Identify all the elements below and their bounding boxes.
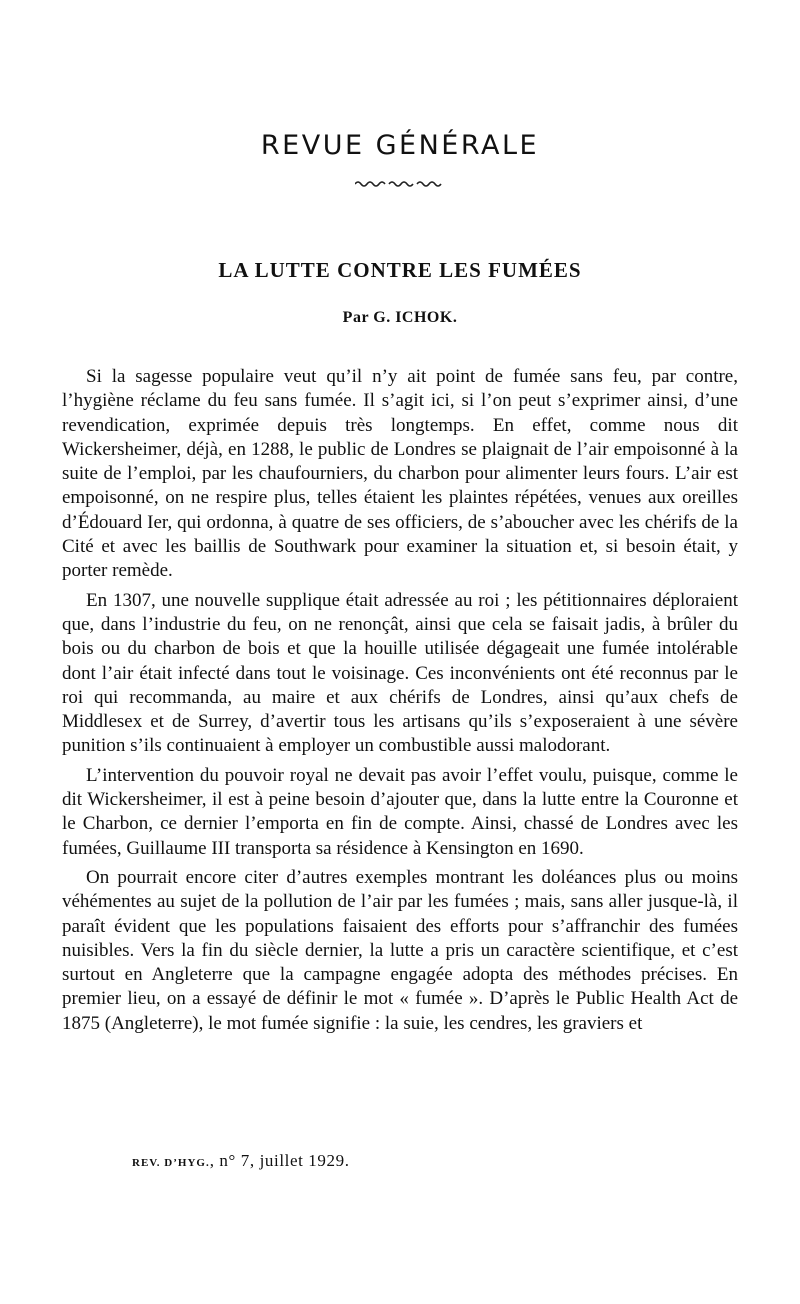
- section-title: REVUE GÉNÉRALE: [260, 130, 540, 161]
- paragraph: L’intervention du pouvoir royal ne devait pas avoir l’effet voulu, puisque, comme le dit Wickersheimer, il est à peine besoin d’ajouter que, dans la lutte entre la Couronne et le Charbon, ce dernier l’emporta en fin de compte. Ainsi, chassé de Londres avec les fumées, Guillaume III transporta sa résidence à Kensington en 1690.: [62, 764, 738, 859]
- page-footer: [132, 1151, 350, 1171]
- article-body: [62, 365, 738, 1041]
- author-byline: Par G. ICHOK.: [342, 309, 458, 326]
- journal-abbreviation: REV. D’HYG.: [132, 1157, 210, 1169]
- paragraph: Si la sagesse populaire veut qu’il n’y ait point de fumée sans feu, par contre, l’hygiène réclame du feu sans fumée. Il s’agit ici, si l’on peut s’exprimer ainsi, d’une revendication, exprimée depuis très longtemps. En effet, comme nous dit Wickersheimer, déjà, en 1288, le public de Londres se plaignait de l’air empoisonné à la suite de l’emploi, par les chaufourniers, du charbon pour alimenter leurs fours. L’air est empoisonné, on ne respire plus, telles étaient les plaintes répétées, venues aux oreilles d’Édouard Ier, qui ordonna, à quatre de ses officiers, de s’aboucher avec les chérifs de la Cité et avec les baillis de Southwark pour examiner la situation et, si besoin était, y porter remède.: [62, 366, 738, 582]
- paragraph: On pourrait encore citer d’autres exemples montrant les doléances plus ou moins véhémentes au sujet de la pollution de l’air par les fumées ; mais, sans aller jusque-là, il paraît évident que les populations faisaient des efforts pour s’affranchir des fumées nuisibles. Vers la fin du siècle dernier, la lutte a pris un caractère scientifique, et c’est surtout en Angleterre que la campagne engagée adopta des méthodes précises. En premier lieu, on a essayé de définir le mot « fumée ». D’après le Public Health Act de 1875 (Angleterre), le mot fumée signifie : la suie, les cendres, les graviers et: [62, 866, 738, 1034]
- article-title: LA LUTTE CONTRE LES FUMÉES: [218, 258, 582, 282]
- paragraph: En 1307, une nouvelle supplique était adressée au roi ; les pétitionnaires déploraient que, dans l’industrie du feu, on ne renonçât, ainsi que cela se faisait jadis, à brûler du bois ou du charbon de bois et que la houille utilisée dégageait une fumée intolérable dont l’air était infecté dans tout le voisinage. Ces inconvénients ont été reconnus par le roi qui recommanda, au maire et aux chérifs de Londres, ainsi qu’aux chefs de Middlesex et de Surrey, d’avertir tous les artisans qu’ils s’exposeraient à une sévère punition s’ils continuaient à employer un combustible aussi malodorant.: [62, 589, 738, 757]
- decorative-rule: [355, 179, 445, 189]
- issue-info: , n° 7, juillet 1929.: [209, 1151, 350, 1170]
